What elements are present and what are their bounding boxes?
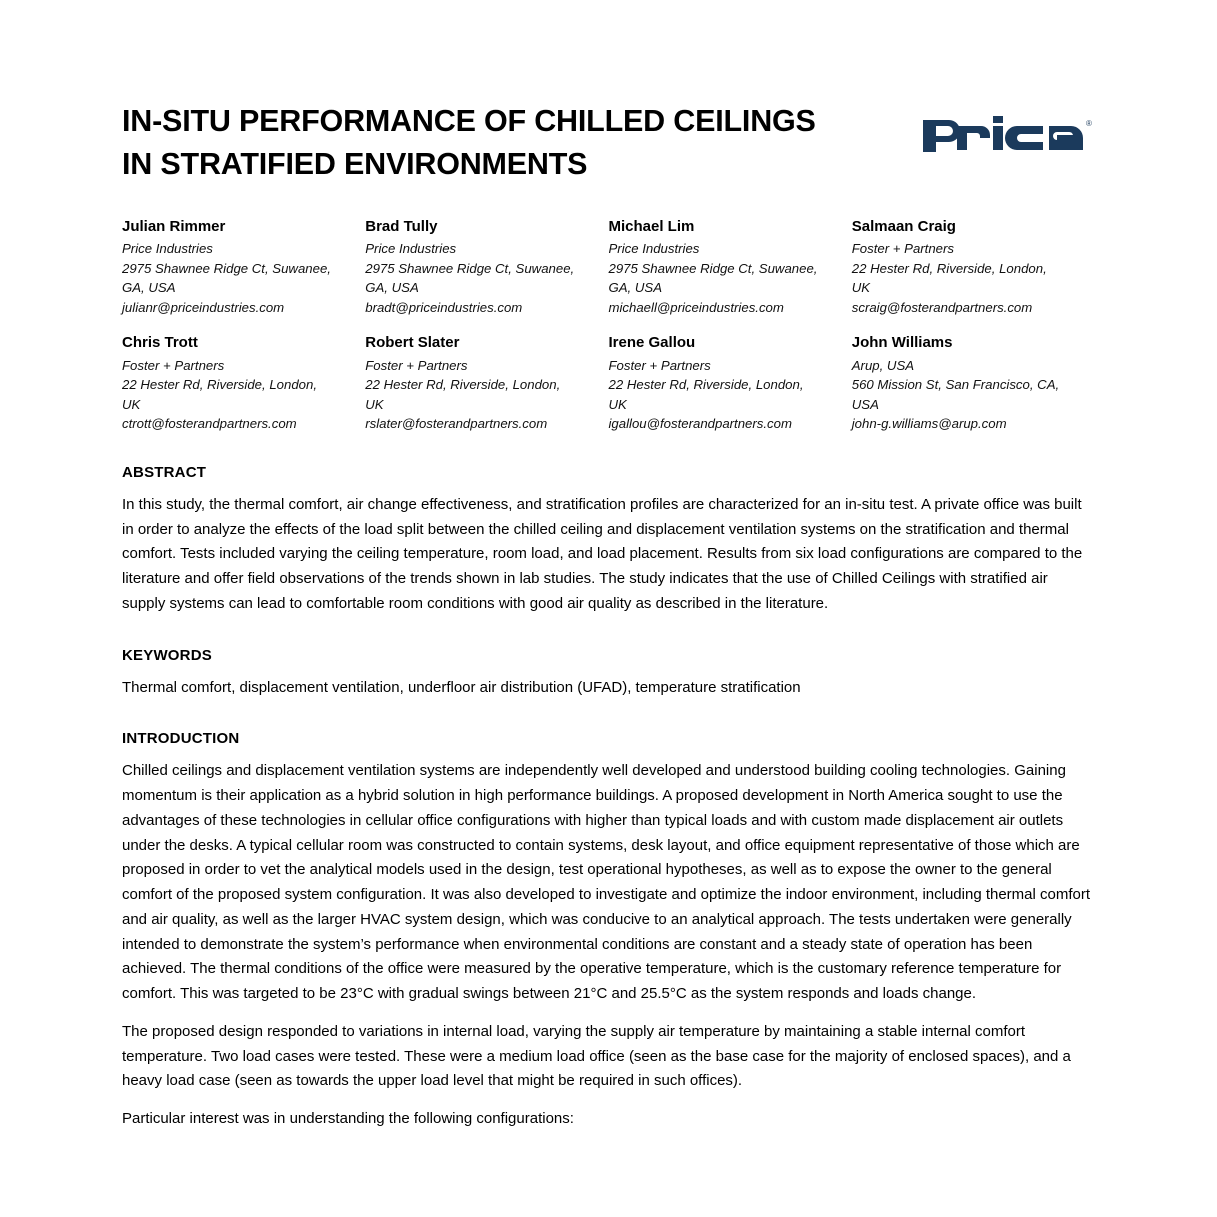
author-email[interactable]: john-g.williams@arup.com — [851, 416, 1007, 432]
introduction-heading: INTRODUCTION — [122, 730, 240, 748]
author-name: Michael Lim — [608, 217, 695, 235]
author-address-line-2: GA, USA — [608, 280, 662, 296]
introduction-paragraph-1: Chilled ceilings and displacement ventilation systems are independently well developed and understood building cooling technologies. Gaining momentum is their application as a hybrid solution in high performance buildings. A proposed development in North America sought to use the advantages of these technologies in cellular office configurations with higher than typical loads and with custom made displacement air outlets under the desks. A typical cellular room was constructed to contain systems, desk layout, and office equipment representative of those which are proposed in order to vet the analytical models used in the design, test operational hypotheses, as well as to expose the owner to the general comfort of the proposed system configuration. It was also developed to investigate and optimize the indoor environment, including thermal comfort and air quality, as well as the larger HVAC system design, which was conducive to an analytical approach. The tests undertaken were generally intended to demonstrate the system’s performance when environmental conditions are constant and a steady state of operation has been achieved. The thermal conditions of the office were measured by the operative temperature, which is the customary reference temperature for comfort. This was targeted to be 23°C with gradual swings between 21°C and 25.5°C as the system responds and loads change. — [122, 762, 1091, 1003]
author-affiliation: Foster + Partners — [365, 357, 468, 373]
author-address-line-1: 22 Hester Rd, Riverside, London, UK — [365, 377, 561, 412]
author-affiliation: Price Industries — [122, 241, 213, 257]
author-name: Chris Trott — [122, 334, 198, 352]
author-address-line-1: 560 Mission St, San Francisco, CA, USA — [851, 377, 1060, 412]
author-name: Brad Tully — [365, 217, 438, 235]
author-address-line-1: 22 Hester Rd, Riverside, London, UK — [122, 377, 317, 412]
keywords-heading: KEYWORDS — [122, 646, 212, 664]
svg-text:®: ® — [1086, 119, 1092, 128]
page-title: IN-SITU PERFORMANCE OF CHILLED CEILINGS IN STRATIFIED ENVIRONMENTS — [122, 104, 816, 182]
author-name: Robert Slater — [365, 334, 460, 352]
author-affiliation: Arup, USA — [851, 357, 915, 373]
author-name: John Williams — [851, 334, 953, 352]
author-affiliation: Foster + Partners — [122, 357, 225, 373]
author-address-line-1: 22 Hester Rd, Riverside, London, UK — [608, 377, 804, 412]
author-entry — [852, 217, 1095, 318]
author-address-line-1: 2975 Shawnee Ridge Ct, Suwanee, — [122, 260, 331, 276]
author-address-line-2: GA, USA — [122, 280, 176, 296]
author-address-line-2: GA, USA — [365, 280, 419, 296]
keywords-text: Thermal comfort, displacement ventilation, underfloor air distribution (UFAD), temperature stratification — [122, 678, 801, 696]
author-address-line-1: 2975 Shawnee Ridge Ct, Suwanee, — [365, 260, 575, 276]
author-name: Irene Gallou — [608, 334, 696, 352]
author-entry — [122, 333, 365, 434]
introduction-paragraph-2: The proposed design responded to variations in internal load, varying the supply air temperature by maintaining a stable internal comfort temperature. Two load cases were tested. These were a medium load office (seen as the base case for the majority of enclosed spaces), and a heavy load case (seen as towards the upper load level that might be required in such offices). — [122, 1022, 1071, 1090]
author-email[interactable]: michaell@priceindustries.com — [608, 299, 784, 315]
author-address-line-1: 2975 Shawnee Ridge Ct, Suwanee, — [608, 260, 818, 276]
author-entry — [122, 217, 365, 318]
author-email[interactable]: ctrott@fosterandpartners.com — [122, 416, 297, 432]
abstract-heading: ABSTRACT — [122, 463, 207, 481]
introduction-paragraph-3: Particular interest was in understanding the following configurations: — [122, 1110, 574, 1128]
author-entry — [365, 333, 608, 434]
author-entry — [365, 217, 608, 318]
author-affiliation: Price Industries — [608, 241, 700, 257]
price-logo — [923, 114, 1093, 158]
author-email[interactable]: bradt@priceindustries.com — [365, 299, 523, 315]
author-email[interactable]: julianr@priceindustries.com — [122, 299, 285, 315]
author-entry — [852, 333, 1095, 434]
author-address-line-1: 22 Hester Rd, Riverside, London, UK — [851, 260, 1047, 296]
author-name: Salmaan Craig — [851, 217, 956, 235]
author-affiliation: Foster + Partners — [851, 241, 954, 257]
author-list — [122, 217, 1095, 434]
author-email[interactable]: scraig@fosterandpartners.com — [851, 299, 1033, 315]
author-affiliation: Price Industries — [365, 241, 457, 257]
author-email[interactable]: igallou@fosterandpartners.com — [608, 416, 792, 432]
author-name: Julian Rimmer — [122, 217, 226, 235]
paper-header — [122, 100, 1095, 187]
abstract-text: In this study, the thermal comfort, air change effectiveness, and stratification profiles are characterized for an in-situ test. A private office was built in order to analyze the effects of the load split between the chilled ceiling and displacement ventilation systems on the stratification and thermal comfort. Tests included varying the ceiling temperature, room load, and load placement. Results from six load configurations are compared to the literature and offer field observations of the trends shown in lab studies. The study indicates that the use of Chilled Ceilings with stratified air supply systems can lead to comfortable room conditions with good air quality as described in the literature. — [122, 495, 1083, 612]
author-entry — [609, 217, 852, 318]
author-affiliation: Foster + Partners — [608, 357, 711, 373]
author-entry — [609, 333, 852, 434]
author-email[interactable]: rslater@fosterandpartners.com — [365, 416, 548, 432]
